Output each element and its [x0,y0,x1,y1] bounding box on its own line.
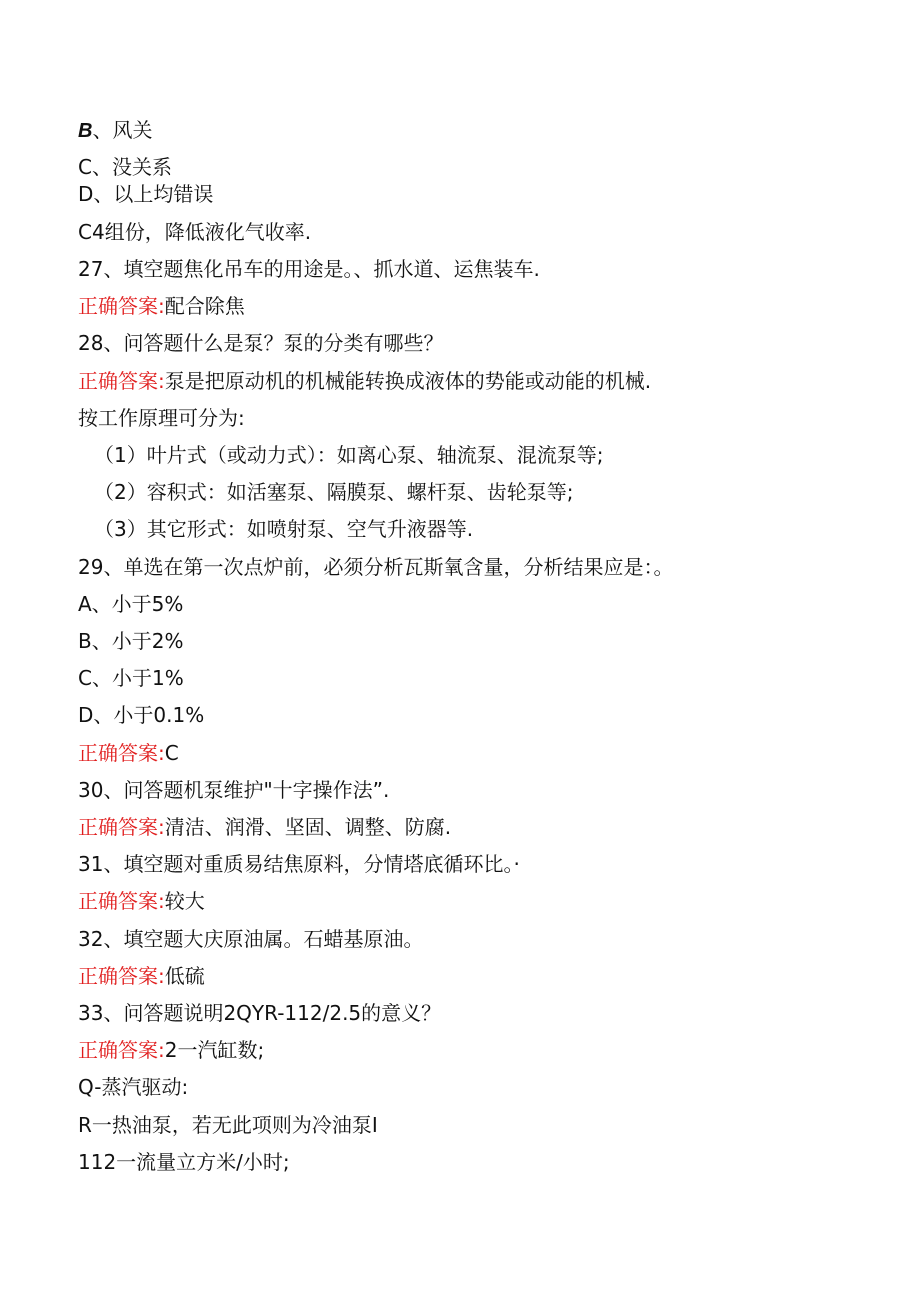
answer-28-item-1: （1）叶片式（或动力式）：如离心泵、轴流泵、混流泵等; [94,443,604,467]
question-27: 27、填空题焦化吊车的用途是。、抓水道、运焦装车. [78,257,540,281]
answer-text: 较大 [164,889,205,913]
question-30: 30、问答题机泵维护"十字操作法”. [78,778,390,802]
answer-33-line-3: R一热油泵，若无此项则为冷油泵I [78,1113,378,1137]
answer-29 [78,741,179,765]
question-29-option-c: C、小于1% [78,666,184,690]
answer-text: 2一汽缸数; [164,1038,265,1062]
question-32: 32、填空题大庆原油属。石蜡基原油。 [78,927,424,951]
answer-label: 正确答案: [78,815,165,839]
question-29: 29、单选在第一次点炉前，必须分析瓦斯氧含量，分析结果应是：。 [78,555,674,579]
question-29-option-b: B、小于2% [78,629,184,653]
option-letter: B [78,120,93,142]
answer-30 [78,815,451,839]
question-29-option-a: A、小于5% [78,592,184,616]
answer-label: 正确答案: [78,741,165,765]
answer-text: 泵是把原动机的机械能转换成液体的势能或动能的机械. [164,369,652,393]
answer-28 [78,369,651,393]
answer-label: 正确答案: [78,294,165,318]
answer-text: 低硫 [164,964,205,988]
option-d-line: D、以上均错误 [78,182,214,206]
answer-text: C [164,741,179,765]
answer-32 [78,964,205,988]
question-28: 28、问答题什么是泵？泵的分类有哪些？ [78,331,444,355]
answer-28-item-3: （3）其它形式：如喷射泵、空气升液器等. [94,517,474,541]
question-33: 33、问答题说明2QYR-112/2.5的意义？ [78,1001,442,1025]
question-29-option-d: D、小于0.1% [78,703,205,727]
answer-label: 正确答案: [78,369,165,393]
option-c-line: C、没关系 [78,155,172,179]
answer-28-item-2: （2）容积式：如活塞泵、隔膜泵、螺杆泵、齿轮泵等; [94,480,574,504]
answer-label: 正确答案: [78,1038,165,1062]
answer-text: 清洁、润滑、坚固、调整、防腐. [164,815,452,839]
answer-28-line-2: 按工作原理可分为: [78,406,245,430]
answer-31 [78,889,205,913]
answer-33-line-2: Q-蒸汽驱动: [78,1075,189,1099]
answer-27 [78,294,245,318]
answer-label: 正确答案: [78,964,165,988]
answer-continuation-line: C4组份，降低液化气收率. [78,220,312,244]
option-b-line [78,118,152,143]
answer-label: 正确答案: [78,889,165,913]
option-text: 、风关 [92,118,153,142]
answer-text: 配合除焦 [164,294,245,318]
question-31: 31、填空题对重质易结焦原料，分情塔底循环比。· [78,852,520,876]
answer-33 [78,1038,264,1062]
answer-33-line-4: 112一流量立方米/小时; [78,1150,290,1174]
